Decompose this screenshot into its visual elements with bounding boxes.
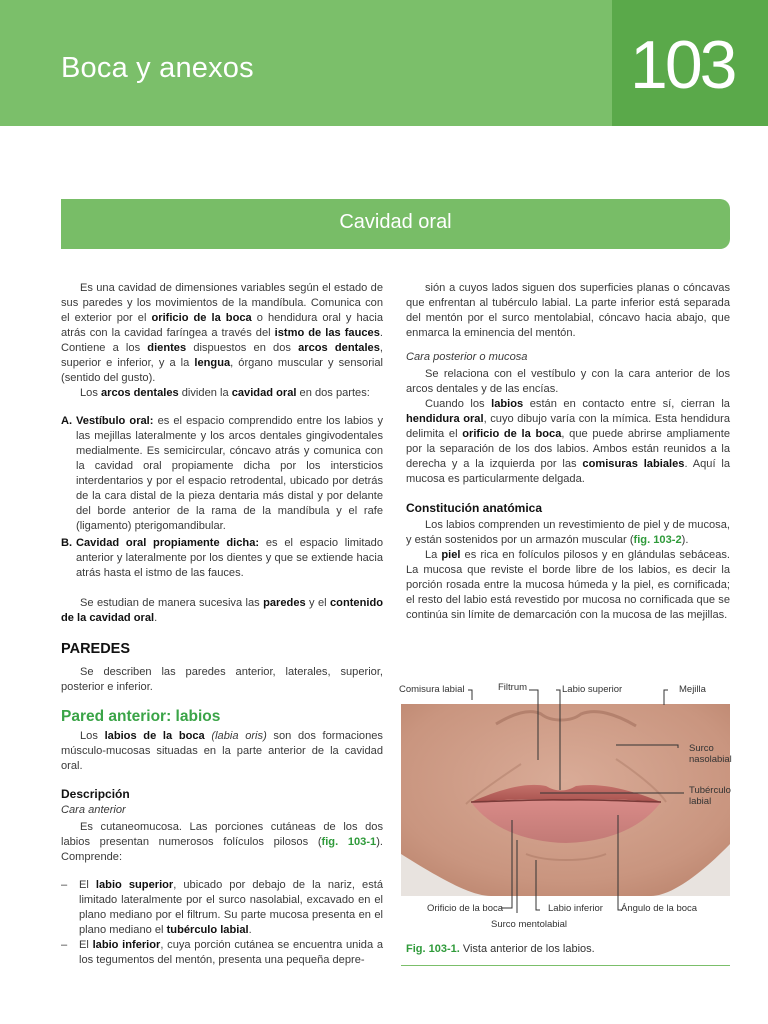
label-orificio-de-la-boca: Orificio de la boca <box>427 903 504 914</box>
paragraph: Se describen las paredes anterior, laterales, superior, posterior e inferior. <box>61 666 383 693</box>
chapter-number: 103 <box>630 27 735 103</box>
label-labio-superior: Labio superior <box>562 684 623 695</box>
heading-pared-anterior: Pared anterior: labios <box>61 708 221 725</box>
label-surco-nasolabial: Surco nasolabial <box>689 743 732 765</box>
paragraph: La piel es rica en folículos pilosos y en glándulas sebáceas. La mucosa que reviste el borde libre de los labios, es decir la porción rosada entre la mucosa húmeda y la piel, es cornificada; el resto del labio está revestido por mucosa no cornificada que se continúa sin límite de demarcación con la mucosa de las mejillas. <box>406 549 731 621</box>
subheading-cara-posterior: Cara posterior o mucosa <box>406 351 528 363</box>
list-item: B. Cavidad oral propiamente dicha: es el espacio limitado anterior y lateralmente por los dientes y que se extiende hacia atrás hasta el istmo de las fauces. <box>61 537 383 579</box>
paragraph: Los labios comprenden un revestimiento de piel y de mucosa, y están sostenidos por un armazón muscular (fig. 103-2). <box>406 519 730 546</box>
paragraph: sión a cuyos lados siguen dos superficies planas o cóncavas que enfrentan al tubérculo labial. La parte inferior está separada del mentón por el surco mentolabial, cóncavo hacia abajo, que enmarca la eminencia del mentón. <box>406 282 730 339</box>
paragraph: Cuando los labios están en contacto entre sí, cierran la hendidura oral, cuyo dibujo varía con la mímica. Esta hendidura delimita el orificio de la boca, que puede abrirse ampliamente por la separación de los dos labios. Ambos están reunidos a la derecha y a la izquierda por las comisuras labiales. Aquí la mucosa es particularmente delgada. <box>406 398 730 485</box>
label-surco-mentolabial: Surco mentolabial <box>491 919 568 930</box>
paragraph: Se relaciona con el vestíbulo y con la cara anterior de los arcos dentales y de las encías. <box>406 368 730 395</box>
paragraph: Los arcos dentales dividen la cavidad oral en dos partes: <box>80 387 370 399</box>
heading-paredes: PAREDES <box>61 641 131 657</box>
label-filtrum: Filtrum <box>498 682 528 693</box>
label-comisura-labial: Comisura labial <box>399 684 465 695</box>
label-labio-inferior: Labio inferior <box>548 903 603 914</box>
chapter-title: Boca y anexos <box>61 52 254 84</box>
section-banner-title: Cavidad oral <box>339 211 452 233</box>
list-item: – El labio inferior, cuya porción cutánea se encuentra unida a los tegumentos del mentón, presenta una pequeña depre- <box>61 939 384 966</box>
list-item: A. Vestíbulo oral: es el espacio comprendido entre los labios y las mejillas lateralmente y los arcos dentales gingivodentales medialmente. Es semicircular, cóncavo atrás y comunica con la cavidad oral propiamente dicha por los intersticios interdentarios y por el espacio retrodental, ubicado por detrás de la cara distal de la pieza dentaria más distal y por delante del borde anterior de la rama de la mandíbula y el rafe (ligamento) pterigomandibular. <box>61 415 384 532</box>
heading-descripcion: Descripción <box>61 787 130 801</box>
label-angulo-de-la-boca: Ángulo de la boca <box>621 903 698 914</box>
paragraph: Es cutaneomucosa. Las porciones cutáneas de los dos labios presentan numerosos folículos pilosos (fig. 103-1). Comprende: <box>61 821 383 863</box>
paragraph: Se estudian de manera sucesiva las paredes y el contenido de la cavidad oral. <box>61 597 383 624</box>
list-item: – El labio superior, ubicado por debajo de la nariz, está limitado lateralmente por el surco nasolabial, excavado en el plano mediano por el filtrum. Su parte mucosa presenta en el plano mediano el tubérculo labial. <box>61 879 383 936</box>
label-tuberculo-labial: Tubérculo labial <box>689 785 731 807</box>
label-mejilla: Mejilla <box>679 684 706 695</box>
subheading-cara-anterior: Cara anterior <box>61 804 126 816</box>
figure-caption: Fig. 103-1. Vista anterior de los labios. <box>406 943 595 955</box>
heading-constitucion: Constitución anatómica <box>406 501 543 515</box>
paragraph: Es una cavidad de dimensiones variables según el estado de sus paredes y los movimientos de la mandíbula. Comunica con el exterior por el orificio de la boca o hendidura oral y hacia atrás con la cavidad faríngea a través del istmo de las fauces. Contiene a los dientes dispuestos en dos arcos dentales, superior e inferior, y a la lengua, órgano muscular y sensorial (sentido del gusto). <box>61 282 384 384</box>
paragraph: Los labios de la boca (labia oris) son dos formaciones músculo-mucosas situadas en la parte anterior de la cavidad oral. <box>61 730 383 772</box>
caption-rule <box>401 965 730 966</box>
